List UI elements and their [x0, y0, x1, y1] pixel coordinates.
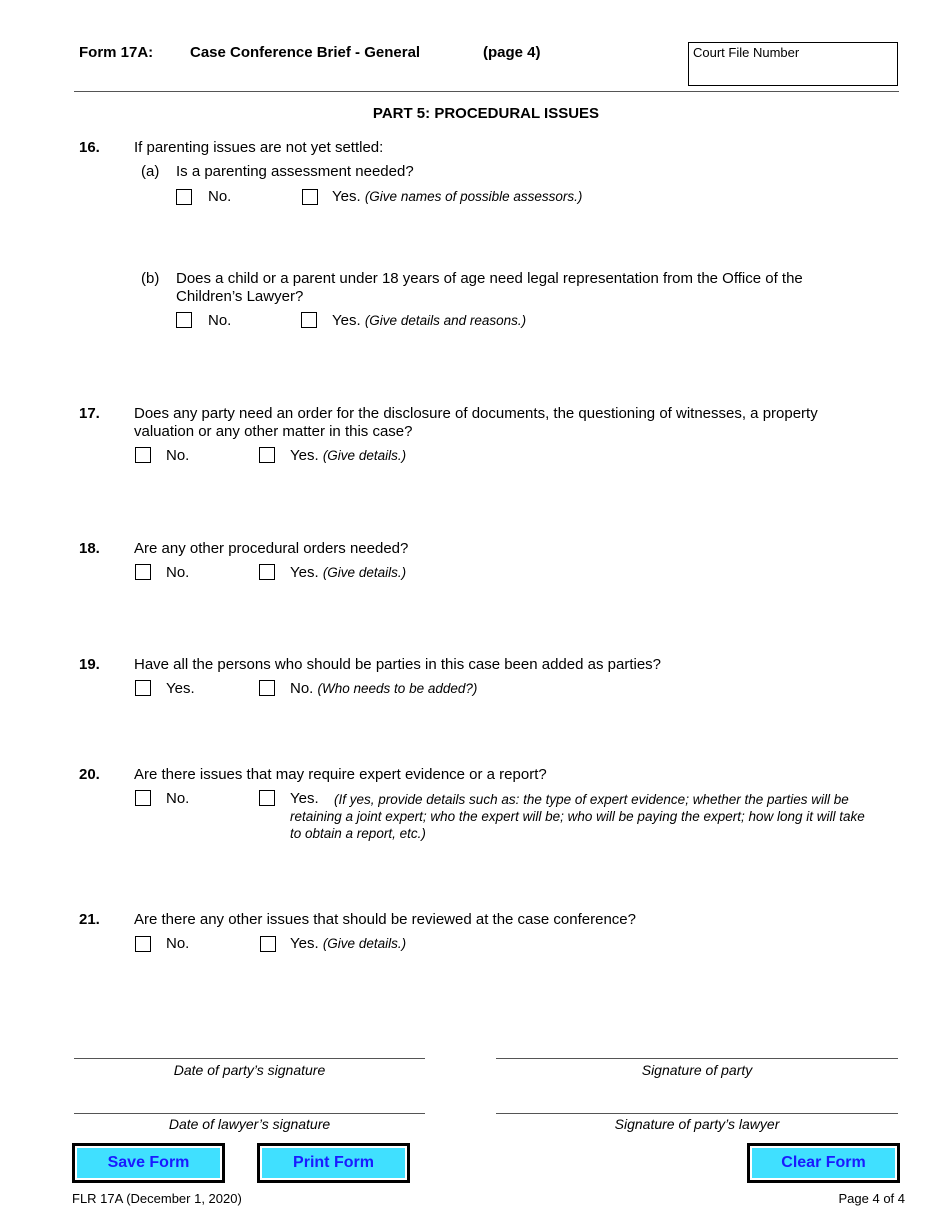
court-file-number-label: Court File Number — [693, 45, 800, 60]
q16b-no-label: No. — [208, 312, 232, 329]
q17-yes-option — [290, 447, 406, 464]
question-20-text: Are there issues that may require expert evidence or a report? — [134, 766, 547, 783]
date-party-signature-label: Date of party’s signature — [173, 1062, 326, 1078]
q17-yes-label: Yes. — [290, 447, 319, 464]
question-17-text-line1: Does any party need an order for the disclosure of documents, the questioning of witnesses, a property — [134, 405, 818, 422]
print-form-button[interactable]: Print Form — [257, 1143, 410, 1183]
q19-yes-label: Yes. — [166, 680, 195, 697]
page-indicator: (page 4) — [483, 44, 541, 61]
q17-yes-checkbox[interactable] — [259, 447, 275, 463]
q21-yes-label: Yes. — [290, 935, 319, 952]
question-19-number: 19. — [79, 656, 100, 673]
form-number: Form 17A: — [79, 44, 154, 61]
save-form-button[interactable]: Save Form — [72, 1143, 225, 1183]
q18-yes-option — [290, 564, 406, 581]
q19-no-label: No. — [290, 680, 314, 697]
q16b-yes-label: Yes. — [332, 312, 361, 329]
date-lawyer-signature-line[interactable] — [74, 1113, 425, 1114]
question-21-text: Are there any other issues that should be reviewed at the case conference? — [134, 911, 636, 928]
question-16b-text-line1: Does a child or a parent under 18 years of age need legal representation from the Office of the — [176, 270, 803, 287]
question-18-number: 18. — [79, 540, 100, 557]
q18-yes-checkbox[interactable] — [259, 564, 275, 580]
question-17-number: 17. — [79, 405, 100, 422]
footer-page-number: Page 4 of 4 — [838, 1191, 905, 1206]
q20-no-label: No. — [166, 790, 190, 807]
question-16-number: 16. — [79, 139, 100, 156]
question-16b-text-line2: Children’s Lawyer? — [176, 288, 304, 305]
q16a-yes-option — [332, 188, 582, 205]
q20-yes-note-line3: to obtain a report, etc.) — [290, 826, 426, 841]
q18-no-label: No. — [166, 564, 190, 581]
court-file-number-box — [688, 42, 898, 86]
q16b-no-checkbox[interactable] — [176, 312, 192, 328]
court-file-number-input[interactable] — [693, 61, 895, 83]
q19-yes-checkbox[interactable] — [135, 680, 151, 696]
lawyer-signature-label: Signature of party’s lawyer — [614, 1116, 780, 1132]
question-17-text-line2: valuation or any other matter in this case? — [134, 423, 413, 440]
header-divider — [74, 91, 899, 92]
q20-yes-note-line2: retaining a joint expert; who the expert will be; who will be paying the expert; how long it will take — [290, 809, 865, 824]
form-title: Case Conference Brief - General — [190, 44, 421, 61]
q18-yes-note: (Give details.) — [322, 565, 407, 580]
date-lawyer-signature-label: Date of lawyer’s signature — [168, 1116, 331, 1132]
question-16-text: If parenting issues are not yet settled: — [134, 139, 384, 156]
q16a-yes-label: Yes. — [332, 188, 361, 205]
q20-yes-note-line1: (If yes, provide details such as: the type of expert evidence; whether the parties will be — [334, 792, 849, 807]
q20-yes-checkbox[interactable] — [259, 790, 275, 806]
q17-no-checkbox[interactable] — [135, 447, 151, 463]
q18-no-checkbox[interactable] — [135, 564, 151, 580]
q20-no-checkbox[interactable] — [135, 790, 151, 806]
question-20-number: 20. — [79, 766, 100, 783]
q17-yes-note: (Give details.) — [322, 448, 407, 463]
question-19-text: Have all the persons who should be parties in this case been added as parties? — [134, 656, 661, 673]
part-title: PART 5: PROCEDURAL ISSUES — [372, 105, 600, 122]
q16a-yes-checkbox[interactable] — [302, 189, 318, 205]
q16b-yes-option — [332, 312, 526, 329]
question-18-text: Are any other procedural orders needed? — [134, 540, 409, 557]
q20-yes-label: Yes. — [290, 790, 319, 807]
q21-yes-option — [290, 935, 406, 952]
party-signature-label: Signature of party — [641, 1062, 753, 1078]
date-party-signature-line[interactable] — [74, 1058, 425, 1059]
q16b-yes-checkbox[interactable] — [301, 312, 317, 328]
clear-form-button[interactable]: Clear Form — [747, 1143, 900, 1183]
lawyer-signature-line[interactable] — [496, 1113, 898, 1114]
q21-no-checkbox[interactable] — [135, 936, 151, 952]
q19-no-checkbox[interactable] — [259, 680, 275, 696]
q19-no-note: (Who needs to be added?) — [317, 681, 478, 696]
q16b-yes-note: (Give details and reasons.) — [364, 313, 527, 328]
q17-no-label: No. — [166, 447, 190, 464]
q16a-yes-note: (Give names of possible assessors.) — [364, 189, 583, 204]
q16a-no-checkbox[interactable] — [176, 189, 192, 205]
question-16a-label: (a) — [141, 163, 160, 180]
party-signature-line[interactable] — [496, 1058, 898, 1059]
q21-no-label: No. — [166, 935, 190, 952]
footer-form-id: FLR 17A (December 1, 2020) — [72, 1191, 242, 1206]
q16a-no-label: No. — [208, 188, 232, 205]
question-21-number: 21. — [79, 911, 100, 928]
q18-yes-label: Yes. — [290, 564, 319, 581]
question-16b-label: (b) — [141, 270, 160, 287]
question-16a-text: Is a parenting assessment needed? — [176, 163, 414, 180]
q19-no-option — [290, 680, 477, 697]
q21-yes-checkbox[interactable] — [260, 936, 276, 952]
q21-yes-note: (Give details.) — [322, 936, 407, 951]
